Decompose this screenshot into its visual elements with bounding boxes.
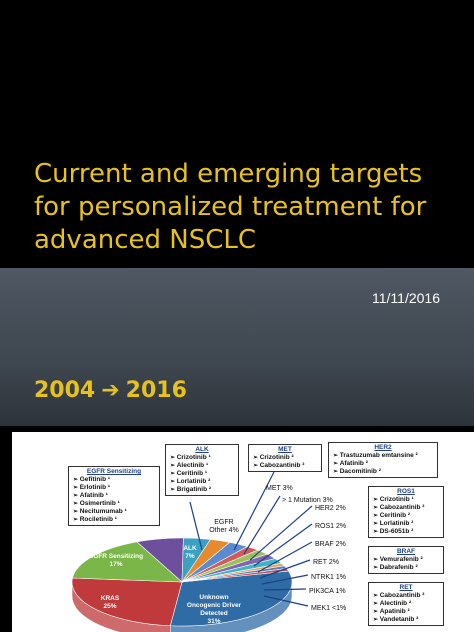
ret-drug-item: ➢ Alectinib ² bbox=[373, 600, 439, 608]
slice-value-egfr: 17% bbox=[109, 561, 123, 568]
arrow-right-icon: ➔ bbox=[101, 378, 120, 403]
slice-value-kras: 25% bbox=[103, 603, 117, 610]
targets-figure bbox=[12, 432, 474, 632]
alk-drug-item: ➢ Alectinib ¹ bbox=[170, 462, 234, 470]
label-mek1: MEK1 <1% bbox=[311, 605, 347, 612]
her2-drug-item: ➢ Trastuzumab emtansine ² bbox=[333, 452, 433, 460]
slice-label-egfr: EGFR Sensitizing bbox=[88, 553, 144, 560]
ros1-box-header: ROS1 bbox=[397, 488, 415, 495]
met-drug-box bbox=[248, 444, 322, 472]
braf-drug-box bbox=[368, 546, 444, 574]
ret-drug-box bbox=[368, 582, 444, 626]
label-her2: HER2 2% bbox=[315, 505, 346, 512]
met-box-header: MET bbox=[278, 446, 292, 453]
her2-box-header: HER2 bbox=[374, 444, 392, 451]
her2-drug-item: ➢ Afatinib ² bbox=[333, 460, 433, 468]
label-met: MET 3% bbox=[266, 485, 293, 492]
label-ret: RET 2% bbox=[313, 559, 339, 566]
ros1-drug-item: ➢ DS-6051b ² bbox=[373, 528, 439, 536]
her2-drug-item: ➢ Dacomitinib ² bbox=[333, 468, 433, 476]
alk-drug-box bbox=[165, 444, 239, 496]
met-drug-item: ➢ Cabozantinib ² bbox=[253, 462, 317, 470]
ros1-drug-item: ➢ Ceritinib ² bbox=[373, 512, 439, 520]
egfr-box-header: EGFR Sensitizing bbox=[86, 468, 142, 475]
egfr-drug-item: ➢ Rociletinib ¹ bbox=[73, 516, 155, 524]
title-slide bbox=[0, 0, 474, 268]
slice-value-unknown: 31% bbox=[207, 618, 221, 625]
alk-drug-item: ➢ Brigatinib ² bbox=[170, 486, 234, 494]
ros1-drug-box bbox=[368, 486, 444, 538]
egfr-drug-item: ➢ Necitumumab ¹ bbox=[73, 508, 155, 516]
label-ros1: ROS1 2% bbox=[315, 523, 347, 530]
braf-drug-item: ➢ Dabrafenib ² bbox=[373, 564, 439, 572]
slice-label-unknown-2: Oncogenic Driver bbox=[186, 602, 242, 609]
slide-date: 11/11/2016 bbox=[372, 290, 440, 306]
slice-value-alk: 7% bbox=[185, 553, 195, 560]
slice-label-unknown-1: Unknown bbox=[199, 594, 229, 601]
ret-drug-item: ➢ Vandetanib ² bbox=[373, 616, 439, 624]
label-pik3ca: PIK3CA 1% bbox=[309, 588, 346, 595]
ros1-drug-item: ➢ Cabozantinib ² bbox=[373, 504, 439, 512]
slice-label-kras: KRAS bbox=[100, 595, 120, 602]
egfr-drug-item: ➢ Osimertinib ¹ bbox=[73, 500, 155, 508]
alk-drug-item: ➢ Lorlatinib ² bbox=[170, 478, 234, 486]
label-ntrk1: NTRK1 1% bbox=[311, 574, 347, 581]
leader-ros1 bbox=[254, 524, 312, 566]
label-multi: > 1 Mutation 3% bbox=[282, 497, 333, 504]
ret-drug-item: ➢ Cabozantinib ² bbox=[373, 592, 439, 600]
year-to: 2016 bbox=[125, 378, 187, 403]
ret-drug-item: ➢ Apatinib ² bbox=[373, 608, 439, 616]
ret-box-header: RET bbox=[399, 584, 413, 591]
braf-drug-item: ➢ Vemurafenib ² bbox=[373, 556, 439, 564]
leader-multi bbox=[244, 496, 280, 554]
label-egfr-other-1: EGFR bbox=[214, 519, 234, 526]
alk-box-header: ALK bbox=[195, 446, 209, 453]
alk-drug-item: ➢ Crizotinib ¹ bbox=[170, 454, 234, 462]
ros1-drug-item: ➢ Crizotinib ¹ bbox=[373, 496, 439, 504]
egfr-drug-item: ➢ Erlotinib ¹ bbox=[73, 484, 155, 492]
her2-drug-box bbox=[328, 442, 438, 478]
met-drug-item: ➢ Crizotinib ² bbox=[253, 454, 317, 462]
braf-box-header: BRAF bbox=[396, 548, 416, 555]
label-braf: BRAF 2% bbox=[315, 541, 346, 548]
egfr-drug-item: ➢ Afatinib ¹ bbox=[73, 492, 155, 500]
leader-her2 bbox=[250, 506, 312, 560]
ros1-drug-item: ➢ Lorlatinib ² bbox=[373, 520, 439, 528]
date-band bbox=[0, 268, 474, 426]
slice-label-unknown-3: Detected bbox=[200, 610, 228, 617]
years-heading bbox=[34, 378, 187, 403]
label-egfr-other-2: Other 4% bbox=[209, 527, 239, 534]
slide-title: Current and emerging targets for personalized treatment for advanced NSCLC bbox=[34, 159, 427, 255]
egfr-drug-box bbox=[68, 466, 160, 526]
year-from: 2004 bbox=[34, 378, 96, 403]
alk-drug-item: ➢ Ceritinib ¹ bbox=[170, 470, 234, 478]
egfr-drug-item: ➢ Gefitinib ¹ bbox=[73, 476, 155, 484]
slice-label-alk: ALK bbox=[183, 545, 197, 552]
